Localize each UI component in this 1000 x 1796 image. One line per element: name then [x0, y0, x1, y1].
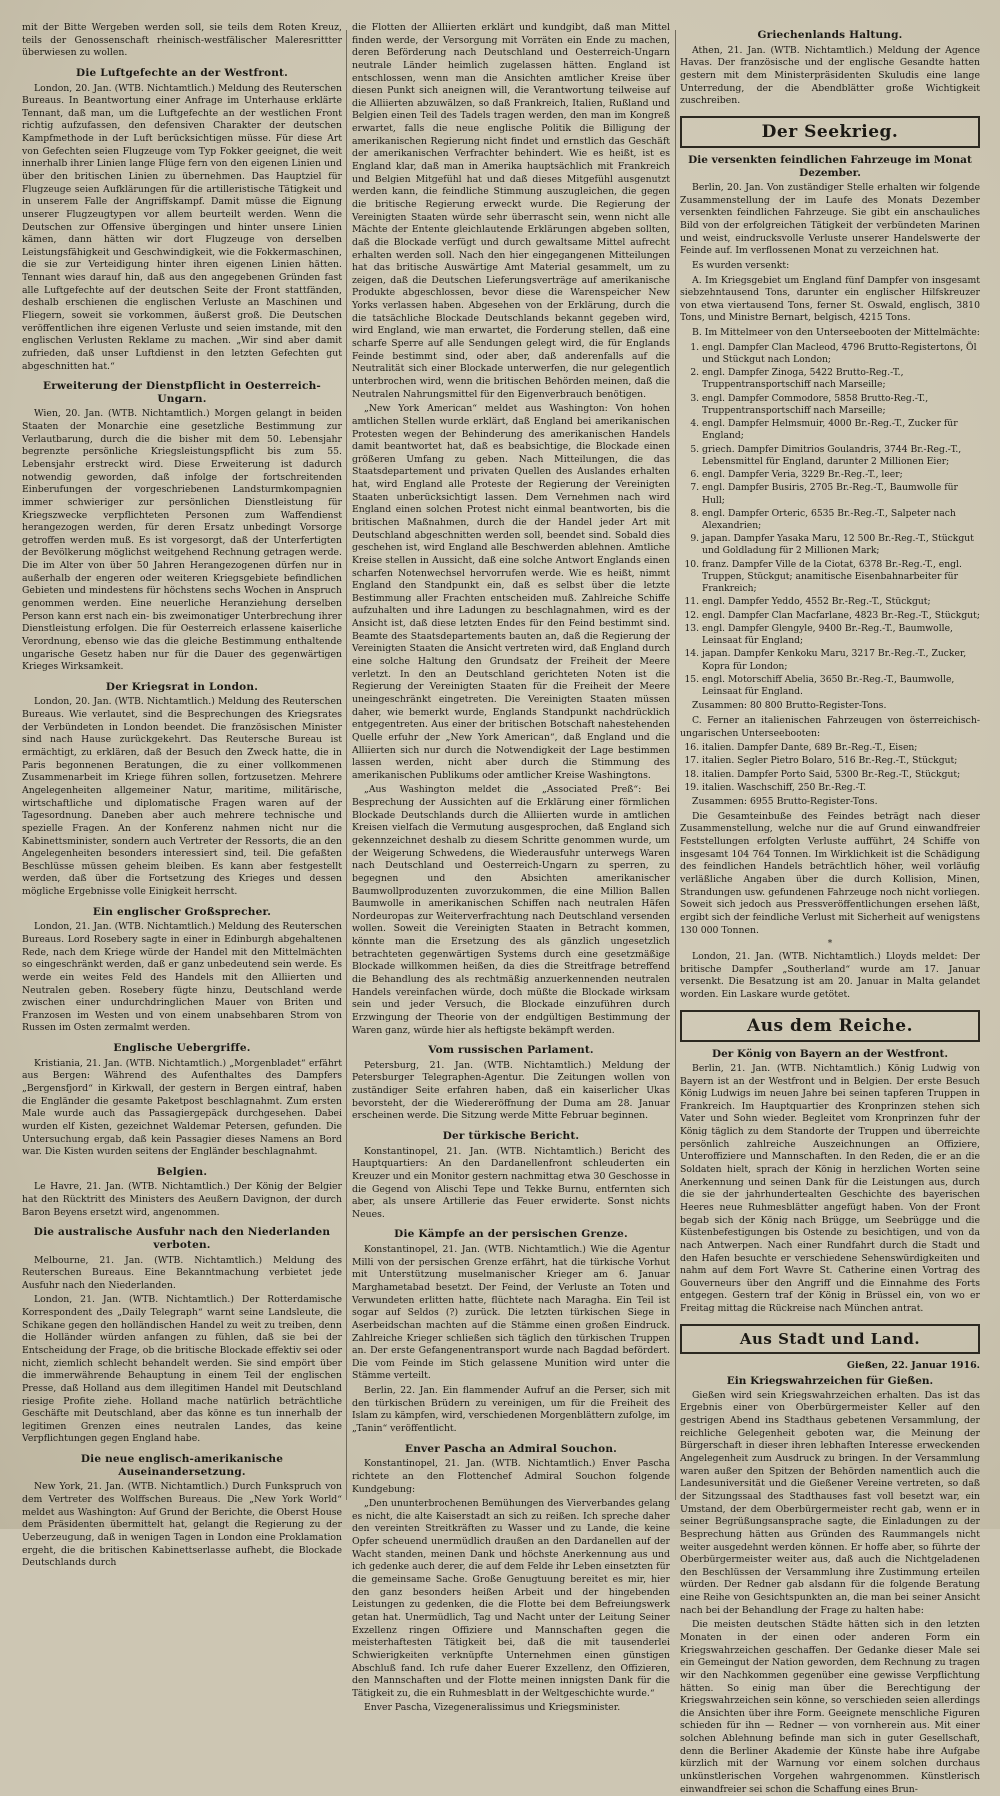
heading-russisches-parlament: Vom russischen Parlament.	[428, 1044, 594, 1057]
section-box-stadt-land: Aus Stadt und Land.	[680, 1324, 980, 1354]
heading-uebergriffe: Englische Uebergriffe.	[113, 1042, 251, 1055]
list-item: 9. japan. Dampfer Yasaka Maru, 12 500 Br.-Reg.-T., Stückgut und Goldladung für 2 Millionen Mark;	[702, 533, 980, 557]
list-item: 10. franz. Dampfer Ville de la Ciotat, 6378 Br.-Reg.-T., engl. Truppen, Stückgut; anamitische Eisenbahnarbeiter für Frankreich;	[702, 559, 980, 596]
article-text: London, 21. Jan. (WTB. Nichtamtlich.) Lloyds meldet: Der britische Dampfer „Southerland“ wurde am 17. Januar versenkt. Die Besatzung ist am 20. Januar in Malta gelandet worden. Ein Laskare wurde getötet.	[680, 951, 980, 1001]
article-text: Die meisten deutschen Städte hätten sich in den letzten Monaten in der einen oder anderen Form ein Kriegswahrzeichen geschaffen. Der Gedanke dieser Male sei ein Gemeingut der Nation geworden, dem Rechnung zu tragen wir den Nachkommen gegenüber eine gewisse Verpflichtung hätten. So einig man über die Berechtigung der Kriegswahrzeichen sein könne, so verschieden seien allerdings die Ansichten über ihre Form. Geeignete menschliche Figuren schieden für ihn — Redner — von vornherein aus. Mit einer solchen Ablehnung befinde man sich in guter Gesellschaft, denn die Berliner Akademie der Künste habe ihre Aufgabe kürzlich mit der Warnung vor einem solchen durchaus unkünstlerischen Vorgehen wahrgenommen. Künstlerisch einwandfreier sei schon die Schaffung eines Brun-	[680, 1619, 980, 1795]
article-text: Die Gesamteinbuße des Feindes beträgt nach dieser Zusammenstellung, welche nur die auf Grund einwandfreier Feststellungen erfolgten Verluste aufführt, 24 Schiffe von insgesamt 104 764 Tonnen. Im Wirklichkeit ist die Schädigung des feindlichen Handels beträchtlich höher, weil vorläufig verläßliche Angaben über die durch Kollision, Minen, Strandungen usw. gefundenen Fahrzeuge noch nicht vorliegen. Soweit sich jedoch aus Pressveröffentlichungen ersehen läßt, ergibt sich der feindliche Verlust mit Sicherheit auf wenigstens 130 000 Tonnen.	[680, 810, 980, 936]
article-text: Athen, 21. Jan. (WTB. Nichtamtlich.) Meldung der Agence Havas. Der französische und der englische Gesandte hatten gestern mit dem Ministerpräsidenten Skuludis eine lange Unterredung, der die Abendblätter große Wichtigkeit zuschreiben.	[680, 44, 980, 107]
section-box-reiche: Aus dem Reiche.	[680, 1010, 980, 1042]
article-text: Melbourne, 21. Jan. (WTB. Nichtamtlich.) Meldung des Reuterschen Bureaus. Eine Bekanntmachung verbietet jede Ausfuhr nach den Niederlanden.	[22, 1254, 342, 1291]
list-item: 15. engl. Motorschiff Abelia, 3650 Br.-Reg.-T., Baumwolle, Leinsaat für England.	[702, 674, 980, 698]
article-text: London, 21. Jan. (WTB. Nichtamtlich.) Der Rotterdamische Korrespondent des „Daily Telegraph“ warnt seine Landsleute, die Schikane gegen den holländischen Handel zu weit zu treiben, denn die Holländer würden anfangen zu fühlen, daß sie bei der Entscheidung der Frage, ob die britische Blockade effektiv sei oder nicht, ziemlich schlecht behandelt werden. Sie sind empört über die immerwährende Behauptung in einem Teil der englischen Presse, daß Holland aus dem illegitimen Handel mit Deutschland riesige Profite ziehe. Holland mache natürlich beträchtliche Geschäfte mit Deutschland, aber das könne es tun innerhalb der legitimen Grenzen eines neutralen Landes, das keine Verpflichtungen gegen England habe.	[22, 1294, 342, 1445]
article-text: Berlin, 20. Jan. Von zuständiger Stelle erhalten wir folgende Zusammenstellung der im Laufe des Monats Dezember versenkten feindlichen Fahrzeuge. Sie gibt ein anschauliches Bild von der erfolgreichen Tätigkeit der verbündeten Marinen und weist, eindrucksvolle Verluste unserer Handelswerte der Feinde auf. Im verflossenen Monat zu verzeichnen hat.	[680, 182, 980, 257]
article-text: New York, 21. Jan. (WTB. Nichtamtlich.) Durch Funkspruch von dem Vertreter des Wolffschen Bureaus. Die „New York World“ meldet aus Washington: Auf Grund der Berichte, die Oberst House dem Präsidenten übermittelt hat, gelangt die Regierung zu der Ueberzeugung, daß in wenigen Tagen in London eine Proklamation ergeht, die die britischen Kabinettserlasse aufhebt, die Blockade Deutschlands durch	[22, 1481, 342, 1569]
ship-list-italian	[680, 742, 980, 794]
article-text: Berlin, 22. Jan. Ein flammender Aufruf an die Perser, sich mit den türkischen Brüdern zu vereinigen, um für die Freiheit des Islam zu kämpfen, wird, verschiedenen Morgenblättern zufolge, im „Tanin“ veröffentlicht.	[352, 1385, 670, 1435]
article-text: Konstantinopel, 21. Jan. (WTB. Nichtamtlich.) Wie die Agentur Milli von der persischen Grenze erfährt, hat die türkische Vorhut mit Unterstützung muselmanischer Krieger am 6. Januar Marghametabad besetzt. Der Feind, der Verluste an Toten und Verwundeten erlitten hatte, flüchtete nach Maragha. Ein Teil ist sogar auf Seldos (?) zurück. Die letzten türkischen Siege in Aserbeidschan machten auf die Stämme einen großen Eindruck. Zahlreiche Krieger schließen sich täglich den türkischen Truppen an. Der erste Gefangenentransport wurde nach Bagdad befördert. Die vom Feinde im Stich gelassene Munition wird unter die Stämme verteilt.	[352, 1244, 670, 1382]
heading-kriegsrat: Der Kriegsrat in London.	[105, 680, 259, 693]
list-item: 1. engl. Dampfer Clan Macleod, 4796 Brutto-Registertons, Öl und Stückgut nach London;	[702, 342, 980, 366]
list-item: 6. engl. Dampfer Veria, 3229 Br.-Reg.-T., leer;	[702, 469, 980, 481]
list-item: 2. engl. Dampfer Zinoga, 5422 Brutto-Reg.-T., Truppentransportschiff nach Marseille;	[702, 367, 980, 391]
article-text: London, 21. Jan. (WTB. Nichtamtlich.) Meldung des Reuterschen Bureaus. Lord Rosebery sagte in einer in Edinburgh abgehaltenen Rede, nach dem Kriege würde der Handel mit den Mittelmächten so eingeschränkt werden, daß er ganz unbedeutend sein werde. Es werde ein weites Feld des Handels mit den Alliierten und Neutralen geben. Rosebery fügte hinzu, Deutschland werde zwischen einer undurchdringlichen Mauer von Briten und Franzosen im Westen und von einem unabsehbaren Strom von Russen im Osten zermalmt werden.	[22, 921, 342, 1034]
list-item: 12. engl. Dampfer Clan Macfarlane, 4823 Br.-Reg.-T., Stückgut;	[702, 610, 980, 622]
lead-fragment: mit der Bitte Wergeben werden soll, sie teils dem Roten Kreuz, teils der Genossenschaft rheinisch-westfälischer Maleresrittter überwiesen zu wollen.	[22, 22, 342, 59]
list-item: 5. griech. Dampfer Dimitrios Goulandris, 3744 Br.-Reg.-T., Lebensmittel für England, darunter 2 Millionen Eier;	[702, 444, 980, 468]
list-item: 11. engl. Dampfer Yeddo, 4552 Br.-Reg.-T., Stückgut;	[702, 596, 980, 608]
list-item: 17. italien. Segler Pietro Bolaro, 516 Br.-Reg.-T., Stückgut;	[702, 755, 980, 767]
list-total: Zusammen: 80 800 Brutto-Register-Tons.	[692, 700, 887, 712]
article-text: Petersburg, 21. Jan. (WTB. Nichtamtlich.) Meldung der Petersburger Telegraphen-Agentur. Die Zeitungen wollen von zuständiger Seite erfahren haben, daß ein kaiserlicher Ukas bevorsteht, der die Wiedereröffnung der Duma am 28. Januar erscheinen werde. Die Sitzung werde Mitte Februar beginnen.	[352, 1059, 670, 1122]
column-2	[352, 22, 670, 1714]
list-item: 18. italien. Dampfer Porto Said, 5300 Br.-Reg.-T., Stückgut;	[702, 769, 980, 781]
article-text: die Flotten der Alliierten erklärt und kundgibt, daß man Mittel finden werde, der Versorgung mit Vorräten ein Ende zu machen, deren Beförderung nach Deutschland und Oesterreich-Ungarn neutrale Länder heimlich zugelassen hätten. England ist entschlossen, wenn man die Ansichten amtlicher Kreise über diesen Punkt sich aneignen will, die Verantwortung teilweise auf die Alliierten abzuwälzen, so daß Frankreich, Italien, Rußland und Belgien einen Teil des Tadels tragen werden, den man im Kongreß erwartet, falls die neue englische Politik die Billigung der amerikanischen Regierung nicht findet und ernstlich das Geschäft der amerikanischen Verfrachter behindert. Wie es heißt, ist es England klar, daß man in Amerika hauptsächlich mit Frankreich und Belgien Mitgefühl hat und daß dieses Mitgefühl ausgenutzt werden kann, die feindliche Stimmung auszugleichen, die gegen die britische Regierung erweckt wurde. Die Regierung der Vereinigten Staaten würde sehr überrascht sein, wenn nicht alle Mächte der Entente gleichlautende Erklärungen abgeben sollten, daß die Blockade verfügt und durch gewaltsame Mittel aufrecht erhalten werden soll. Nach den hier eingegangenen Mitteilungen hat das britische Auswärtige Amt Material gesammelt, um zu zeigen, daß die Deutschen Lieferungsverträge auf amerikanische Produkte abgeschlossen, bevor diese die Warenspeicher New Yorks verlassen haben. Abgesehen von der Erklärung, durch die die tatsächliche Blockade Deutschlands bekannt gegeben wird, wird England, wie man erwartet, die Forderung stellen, daß eine scharfe Sperre auf alle Sendungen gelegt wird, die für Englands Feinde bestimmt sind, oder aber, daß anderenfalls auf die Neutralität sich einer Blockade unterwerfen, die nur gelegentlich unterbrochen wird, wenn die britischen Behörden meinen, daß die Neutralen Nahrungsmittel für den Eigenverbrauch benötigen.	[352, 22, 670, 400]
heading-koenig-bayern: Der König von Bayern an der Westfront.	[711, 1047, 949, 1060]
list-item: 14. japan. Dampfer Kenkoku Maru, 3217 Br.-Reg.-T., Zucker, Kopra für London;	[702, 648, 980, 672]
heading-grosssprecher: Ein englischer Großsprecher.	[92, 905, 272, 918]
list-item: 4. engl. Dampfer Helmsmuir, 4000 Br.-Reg.-T., Zucker für England;	[702, 418, 980, 442]
article-text: Es wurden versenkt:	[692, 259, 790, 271]
column-3	[680, 22, 980, 1795]
separator-star: *	[827, 939, 833, 950]
article-text: Wien, 20. Jan. (WTB. Nichtamtlich.) Morgen gelangt in beiden Staaten der Monarchie eine gesetzliche Bestimmung zur Verlautbarung, durch die die bisher mit dem 50. Lebensjahr begrenzte persönliche Kriegsleistungspflicht bis zum 55. Lebensjahr erstreckt wird. Diese Erweiterung ist dadurch notwendig geworden, daß infolge der fortschreitenden Einberufungen der vorgeschriebenen Landsturmkompagnien immer schwieriger zur persönlichen Dienstleistung für Kriegszwecke verpflichteten Personen zum Waffendienst herangezogen werden, für deren Ersatz unbedingt Vorsorge getroffen werden muß. Es ist vorgesorgt, daß der Unterfertigten der Bevölkerung möglichst weitgehend Rechnung getragen werde. Die im Alter von über 50 Jahren Herangezogenen dürfen nur in außerhalb der engeren oder weiteren Kriegsgebiete befindlichen Gebieten und mindestens für höchstens sechs Wochen in Anspruch genommen werden. Eine neuerliche Heranziehung derselben Person kann erst nach ein- bis zweimonatiger Unterbrechung ihrer Dienstleistung erfolgen. Die für Oesterreich erlassene kaiserliche Verordnung, ebenso wie das die gleiche Bestimmung enthaltende ungarische Gesetz haben nur für die Dauer des gegenwärtigen Krieges Wirksamkeit.	[22, 408, 342, 673]
article-text: Le Havre, 21. Jan. (WTB. Nichtamtlich.) Der König der Belgier hat den Rücktritt des Ministers des Aeußern Davignon, der durch Baron Beyens ersetzt wird, angenommen.	[22, 1181, 342, 1218]
article-text: London, 20. Jan. (WTB. Nichtamtlich.) Meldung des Reuterschen Bureaus. In Beantwortung einer Anfrage im Unterhause erklärte Tennant, daß man, um die Luftgefechte an der westlichen Front richtig aufzufassen, den defensiven Charakter der deutschen Kampfmethode in der Luft berücksichtigen müsse. Für diese Art von Gefechten seien Flugzeuge vom Typ Fokker geeignet, die weit innerhalb ihrer Linien lange Flüge fern von den eigenen Linien und über den britischen Linien zu übernehmen. Das Hauptziel für Flugzeuge seien Aufklärungen für die artilleristische Tätigkeit und in unserem Falle der Angriffskampf. Damit müsse die Eignung unserer Flugzeugtypen vor allem beurteilt werden. Wenn die Deutschen zur Offensive übergingen und hinter unsere Linien kämen, dann hätten wir dort Flugzeuge von derselben Leistungsfähigkeit und Geschwindigkeit, wie die Fokkermaschinen, die sie zur Verteidigung hinter ihren eigenen Linien hätten. Tennant wies darauf hin, daß aus den angegebenen Gründen fast alle Luftgefechte auf der deutschen Seite der Front stattfänden, deshalb erschienen die englischen Verluste an Maschinen und Fliegern, soweit sie vorkommen, äußerst groß. Die Deutschen veröffentlichen ihre eigenen Verluste und seien imstande, mit den englischen Verlusten Reklame zu machen. „Wir sind aber damit zufrieden, daß unser Luftdienst in den letzten Gefechten gut abgeschnitten hat.“	[22, 82, 342, 372]
list-item: 3. engl. Dampfer Commodore, 5858 Brutto-Reg.-T., Truppentransportschiff nach Marseille;	[702, 393, 980, 417]
article-text: Gießen wird sein Kriegswahrzeichen erhalten. Das ist das Ergebnis einer von Oberbürgermeister Keller auf den gestrigen Abend ins Stadthaus gebetenen Versammlung, der reichliche Gelegenheit geboten war, die Meinung der Bürgerschaft in dieser ihren lebhaften Interesse erweckenden Angelegenheit zum Ausdruck zu bringen. In der Versammlung waren außer den Spitzen der Behörden namentlich auch die Landesuniversität und die Gießener Vereine vertreten, so daß der Sitzungssaal des Stadthauses fast voll besetzt war, ein Umstand, der dem Oberbürgermeister recht gab, wenn er in seiner Begrüßungsansprache sagte, die Einladungen zu der Besprechung hätten aus Gründen des Raummangels nicht weiter ausgedehnt werden können. Er hoffe aber, so führte der Oberbürgermeister weiter aus, daß auch die Nichtgeladenen den Beschlüssen der Versammlung ihre Zustimmung erteilen würden. Der Redner gab alsdann für die folgende Beratung eine Reihe von Gesichtspunkten an, die man bei seiner Ansicht nach bei der Behandlung der Frage zu halten habe:	[680, 1389, 980, 1616]
signature-line: Enver Pascha, Vizegeneralissimus und Kriegsminister.	[364, 1702, 621, 1714]
heading-dienstpflicht: Erweiterung der Dienstpflicht in Oesterreich-Ungarn.	[43, 380, 321, 405]
column-1	[22, 22, 342, 1569]
heading-kriegswahrzeichen: Ein Kriegswahrzeichen für Gießen.	[726, 1374, 934, 1387]
article-text: B. Im Mittelmeer von den Unterseebooten der Mittelmächte:	[692, 327, 980, 339]
heading-tuerkischer-bericht: Der türkische Bericht.	[442, 1130, 580, 1143]
article-text: London, 20. Jan. (WTB. Nichtamtlich.) Meldung des Reuterschen Bureaus. Wie verlautet, sind die Besprechungen des Kriegsrates der Verbündeten in London beendet. Die französischen Minister sind nach Hause zurückgekehrt. Das Reutersche Bureau ist ermächtigt, zu erklären, daß der Besuch den Zweck hatte, die in Paris begonnenen Beratungen, die zu einer vollkommenen Zusammenarbeit im Kriege führen sollen, fortzusetzen. Mehrere Angelegenheiten allgemeiner Natur, maritime, militärische, wirtschaftliche und diplomatische Fragen waren auf der Tagesordnung. Daneben aber auch mehrere technische und spezielle Fragen. An der Konferenz nahmen nicht nur die Kabinettsminister, sondern auch Vertreter der Ressorts, die an den Angelegenheiten besonders interessiert sind, teil. Die gefaßten Beschlüsse müssen geheim bleiben. Es kann aber festgestellt werden, daß über die Fortsetzung des Krieges und dessen mögliche Ergebnisse volle Einigkeit herrscht.	[22, 696, 342, 898]
heading-belgien: Belgien.	[156, 1165, 208, 1178]
article-text: „New York American“ meldet aus Washington: Von hohen amtlichen Stellen wurde erklärt, daß England bei amerikanischen Protesten wegen der Behinderung des amerikanischen Handels damit beantwortet hat, daß es beabsichtige, die Blockade einen größeren Umfang zu geben. Nach Mitteilungen, die das Staatsdepartement und privaten Quellen des Auslandes erhalten hat, wird England alle Proteste der Regierung der Vereinigten Staaten unberücksichtigt lassen. Dem Vernehmen nach wird England einen solchen Protest nicht einmal beantworten, bis die britischen Maßnahmen, durch die der Handel jeder Art mit Deutschland abgeschnitten werden soll, beendet sind. Sobald dies geschehen ist, wird England alle Beschwerden ablehnen. Amtliche Kreise stellen in Aussicht, daß eine solche Antwort Englands einen scharfen Notenwechsel hervorrufen werde. Wie es heißt, nimmt England den Standpunkt ein, daß es selbst über die letzte Bestimmung aller Frachten entscheiden muß. Zahlreiche Schiffe aufzuhalten und ihre Ladungen zu beschlagnahmen, wird es der Ansicht ist, daß diese letzten Endes für den Feind bestimmt sind. Beamte des Staatsdepartements bauten an, daß die Regierung der Vereinigten Staaten die Ansicht vertreten wird, daß England durch eine solche Haltung den Grundsatz der Freiheit der Meere verletzt. In den an Deutschland gerichteten Noten ist die Regierung der Vereinigten Staaten für die Freiheit der Meere uneingeschränkt eingetreten. Die Vereinigten Staaten müssen daher, wie bemerkt wurde, Englands Standpunkt nachdrücklich entgegentreten. Aus einer der britischen Botschaft nahestehenden Quelle erfuhr der „New York American“, daß England und die Alliierten sich nur durch die Notwendigkeit der Lage bestimmen lassen werden, nicht aber durch die Stimmung des amerikanischen Publikums oder amtlicher Kreise Washingtons.	[352, 403, 670, 781]
list-item: 16. italien. Dampfer Dante, 689 Br.-Reg.-T., Eisen;	[702, 742, 980, 754]
heading-enver-pascha: Enver Pascha an Admiral Souchon.	[404, 1442, 618, 1455]
list-item: 19. italien. Waschschiff, 250 Br.-Reg.-T.	[702, 782, 980, 794]
section-box-seekrieg: Der Seekrieg.	[680, 116, 980, 148]
list-total: Zusammen: 6955 Brutto-Register-Tons.	[692, 796, 878, 808]
article-text: „Den ununterbrochenen Bemühungen des Vierverbandes gelang es nicht, die alte Kaiserstadt an sich zu reißen. Ich spreche daher den vereinten Streitkräften zu Wasser und zu Lande, die keine Opfer scheuend unermüdlich draußen an den Dardanellen auf der Wacht standen, meinen Dank und höchste Anerkennung aus und ich gedenke auch derer, die auf dem Felde ihr Leben einsetzten für die gemeinsame Sache. Große Genugtuung bereitet es mir, hier den ganz besonders heißen Arbeit und der hingebenden Leistungen zu gedenken, die die Flotte bei dem Befreiungswerk getan hat. Unermüdlich, Tag und Nacht unter der Leitung Seiner Exzellenz ringen Offiziere und Mannschaften gegen die meisterhaftesten Tätigkeit bei, daß die mit tausenderlei Schwierigkeiten verknüpfte Unternehmen einen günstigen Abschluß fand. Ich rufe daher Euerer Exzellenz, den Offizieren, den Mannschaften und der Flotte meinen innigsten Dank für die Tätigkeit zu, die ein Ruhmesblatt in der Weltgeschichte wurde.“	[352, 1498, 670, 1699]
column-divider	[675, 30, 676, 1500]
heading-griechenland: Griechenlands Haltung.	[757, 29, 903, 41]
list-item: 13. engl. Dampfer Glengyle, 9400 Br.-Reg.-T., Baumwolle, Leinsaat für England;	[702, 623, 980, 647]
heading-australische-ausfuhr: Die australische Ausfuhr nach den Niederlanden verboten.	[33, 1226, 331, 1251]
article-text: A. Im Kriegsgebiet um England fünf Dampfer von insgesamt siebzehntausend Tons, darunter ein englischer Hilfskreuzer von etwa viertausend Tons, ferner St. Oswald, englisch, 3810 Tons, und Ministre Bernart, belgisch, 4215 Tons.	[680, 274, 980, 324]
column-divider	[346, 30, 347, 1500]
article-text: Konstantinopel, 21. Jan. (WTB. Nichtamtlich.) Enver Pascha richtete an den Flottenchef Admiral Souchon folgende Kundgebung:	[352, 1458, 670, 1495]
article-text: „Aus Washington meldet die „Associated Preß“: Bei Besprechung der Aussichten auf die Erklärung einer förmlichen Blockade Deutschlands durch die Alliierten wurde in amtlichen Kreisen vielfach die Vermutung ausgesprochen, daß England sich gekennzeichnet deshalb zu diesem Schritte genommen wurde, um der Weigerung Schwedens, die Wiederausfuhr unterwegs Waren nach Deutschland und Oesterreich-Ungarn zu sperren, zu begegnen und den Absichten amerikanischer Baumwollproduzenten zuvorzukommen, die eine Million Ballen Baumwolle in amerikanischen Schiffen nach neutralen Häfen Nordeuropas zur Weiterverfrachtung nach Deutschland versenden wollen. Soweit die Vereinigten Staaten in Betracht kommen, könnte man die Ersetzung des als gänzlich ungesetzlich betrachteten gegenwärtigen Systems durch eine gesetzmäßige Blockade willkommen heißen, da dies die Streitfrage betreffend die Behandlung des als rechtmäßig anzuerkennenden neutralen Handels vereinfachen würde, doch müßte die Blockade wirksam sein und jeder Versuch, die Blockade einzuführen durch Erzwingung der Theorie von der endgültigen Bestimmung der Waren ganz, würde hier als heftigste bekämpft werden.	[352, 784, 670, 1036]
list-item: 7. engl. Dampfer Busiris, 2705 Br.-Reg.-T., Baumwolle für Hull;	[702, 482, 980, 506]
list-item: 8. engl. Dampfer Orteric, 6535 Br.-Reg.-T., Salpeter nach Alexandrien;	[702, 508, 980, 532]
article-text: Kristiania, 21. Jan. (WTB. Nichtamtlich.) „Morgenbladet“ erfährt aus Bergen: Während des Aufenthaltes des Dampfers „Bergensfjord“ in Kirkwall, der gestern in Bergen eintraf, haben die Engländer die gesamte Paketpost beschlagnahmt. Zum ersten Male wurde auch das Passagiergepäck durchgesehen. Dabei wurden elf Kisten, gezeichnet Waldemar Petersen, gefunden. Die Untersuchung ergab, daß kein Passagier dieses Namens an Bord war. Die Kisten wurden seitens der Engländer beschlagnahmt.	[22, 1057, 342, 1158]
dateline: Gießen, 22. Januar 1916.	[846, 1359, 980, 1371]
heading-luftgefechte: Die Luftgefechte an der Westfront.	[76, 66, 288, 79]
ship-list	[680, 342, 980, 699]
heading-auseinandersetzung: Die neue englisch-amerikanische Auseinandersetzung.	[80, 1453, 284, 1478]
heading-persische-grenze: Die Kämpfe an der persischen Grenze.	[394, 1228, 628, 1241]
article-text: Konstantinopel, 21. Jan. (WTB. Nichtamtlich.) Bericht des Hauptquartiers: An den Dardanellenfront schleuderten ein Kreuzer und ein Monitor gestern nachmittag etwa 30 Geschosse in die Gegend von Alischi Tepe und Tekke Burnu, entfernten sich aber, als unsere Artillerie das Feuer erwiderte. Sonst nichts Neues.	[352, 1145, 670, 1220]
article-text: Berlin, 21. Jan. (WTB. Nichtamtlich.) König Ludwig von Bayern ist an der Westfront und in Belgien. Der erste Besuch König Ludwigs im neuen Jahre bei seinen tapferen Truppen in Frankreich. Im Hauptquartier des Kronprinzen stehen sich Vater und Sohn wieder. Begleitet vom Kronprinzen fuhr der König täglich zu dem Standorte der Truppen und überreichte persönlich zahlreiche Auszeichnungen an Offiziere, Unteroffiziere und Mannschaften. In den Reden, die er an die Soldaten hielt, sprach der König in herzlichen Worten seine Anerkennung und seinen Dank für die Leistungen aus, durch die sie der jahrhundertealten Geschichte des bayerischen Heeres neue Ruhmesblätter angefügt haben. Von der Front begab sich der König nach Brügge, um Seebrügge und die Küstenbefestigungen bis Ostende zu besichtigen, und von da nach Antwerpen. Nach einer Rundfahrt durch die Stadt und den Hafen besuchte er verschiedene Sehenswürdigkeiten und nahm auf dem Fort Wavre St. Catherine einen Vortrag des Gouverneurs über den Angriff und die Einnahme des Forts entgegen. Gestern traf der König in Brüssel ein, von wo er Freitag mittag die Rückreise nach München antrat.	[680, 1062, 980, 1315]
article-text: C. Ferner an italienischen Fahrzeugen von österreichisch-ungarischen Unterseebooten:	[680, 714, 980, 739]
heading-versenkte-fahrzeuge: Die versenkten feindlichen Fahrzeuge im Monat Dezember.	[688, 153, 972, 179]
